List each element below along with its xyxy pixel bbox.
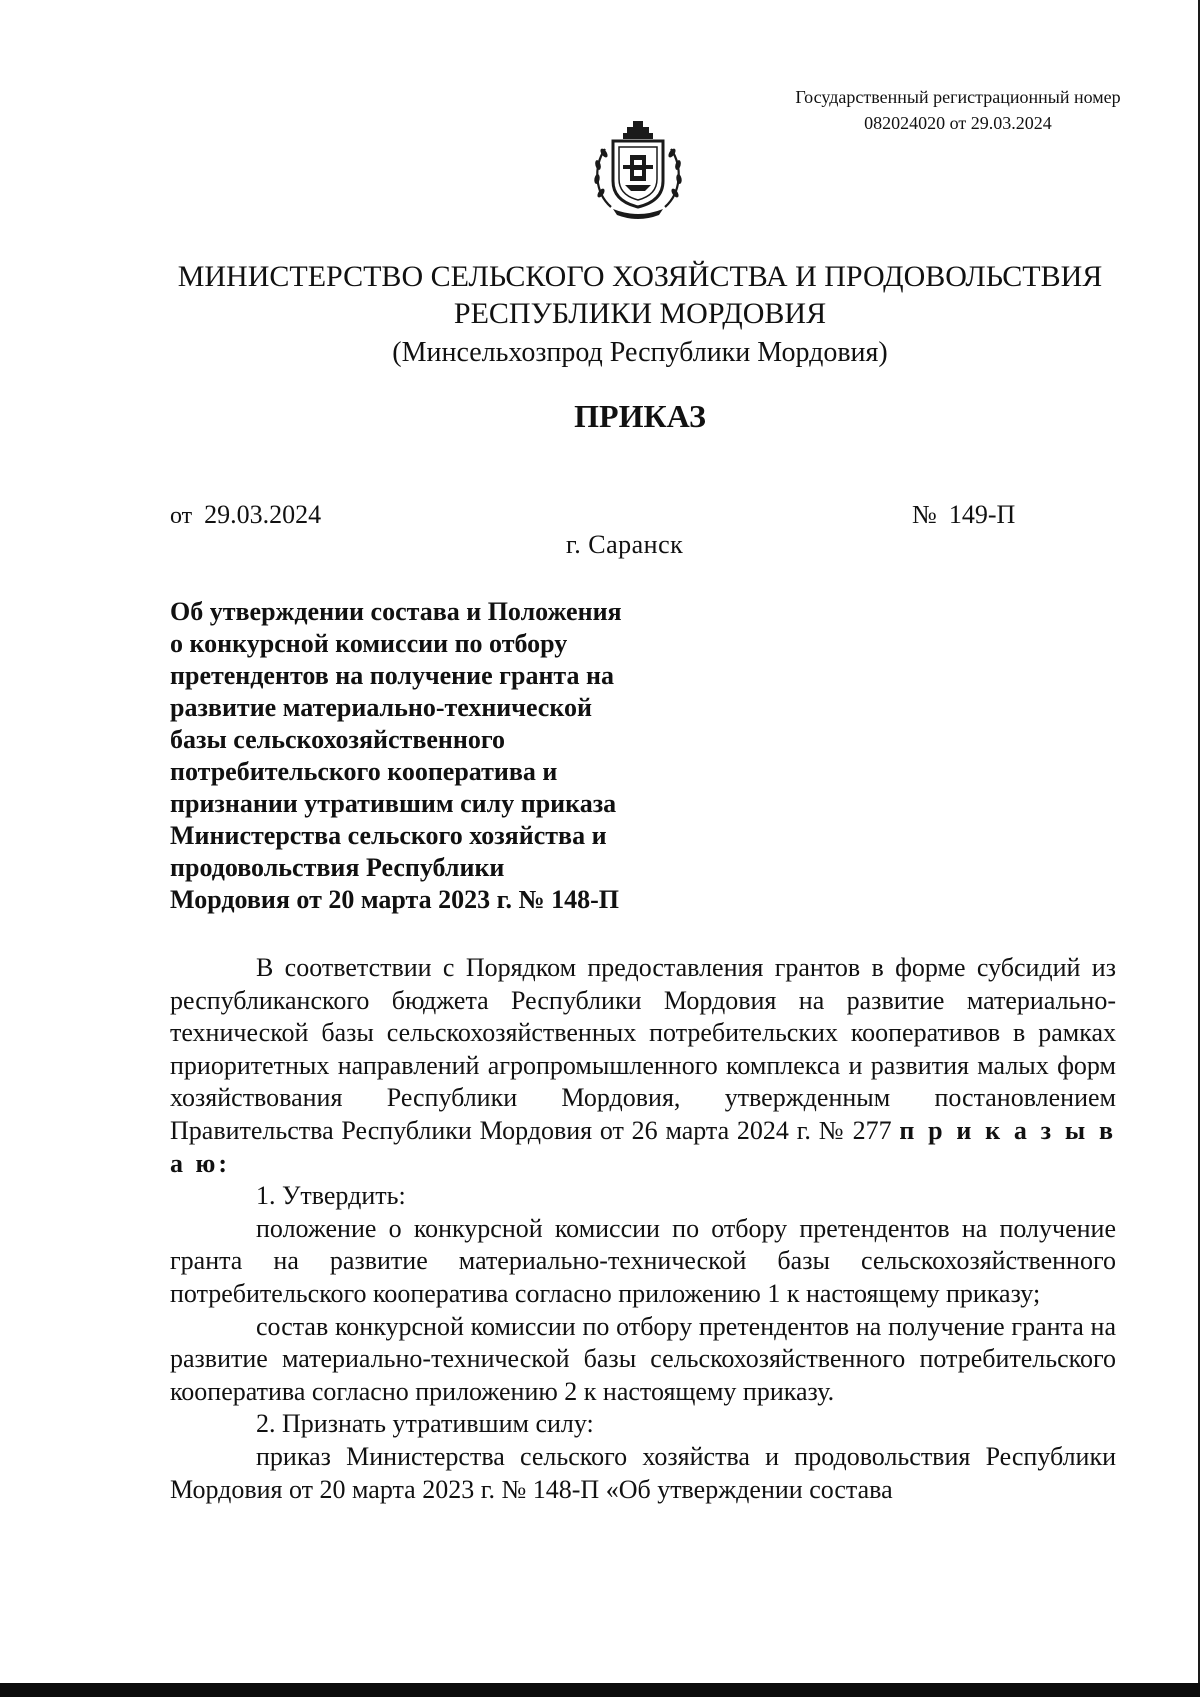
- ministry-short-name: (Минсельхозпрод Республики Мордовия): [392, 337, 888, 368]
- registration-number-label: Государственный регистрационный номер: [795, 87, 1121, 107]
- document-city: г. Саранск: [566, 530, 684, 559]
- order-command: п р и к а з ы в а ю:: [170, 1115, 1116, 1178]
- item-1b-paragraph: состав конкурсной комиссии по отбору претендентов на получение гранта на развитие материально-технической базы сельскохозяйственного потребительского кооператива согласно приложению 2 к настоящему приказу.: [170, 1311, 1116, 1406]
- subject-line: развитие материально-технической: [170, 693, 592, 722]
- registration-number-value: 082024020 от 29.03.2024: [864, 113, 1052, 133]
- scan-bottom-border: [0, 1683, 1200, 1697]
- date-value: 29.03.2024: [204, 500, 322, 529]
- number-prefix: №: [912, 500, 937, 529]
- preamble-text: В соответствии с Порядком предоставления грантов в форме субсидий из республиканского бюджета Республики Мордовия на развитие материально-технической базы сельскохозяйственных потребительских кооперативов в рамках приоритетных направлений агропромышленного комплекса и развития малых форм хозяйствования Республики Мордовия, утвержденным постановлением Правительства Республики Мордовия от 26 марта 2024 г. № 277: [170, 953, 1116, 1145]
- date-prefix: от: [170, 503, 193, 529]
- ministry-name-line2: РЕСПУБЛИКИ МОРДОВИЯ: [453, 297, 827, 330]
- document-body: [170, 952, 1116, 1506]
- registration-number-block: [770, 84, 1146, 136]
- document-subject: [170, 596, 690, 916]
- preamble-paragraph: [170, 952, 1116, 1180]
- number-value: 149-П: [948, 500, 1016, 529]
- item-1a-paragraph: положение о конкурсной комиссии по отбору претендентов на получение гранта на развитие материально-технической базы сельскохозяйственного потребительского кооператива согласно приложению 1 к настоящему приказу;: [170, 1213, 1116, 1308]
- subject-line: продовольствия Республики: [170, 853, 505, 882]
- document-number: [912, 500, 1015, 530]
- subject-line: претендентов на получение гранта на: [170, 661, 614, 690]
- subject-line: Министерства сельского хозяйства и: [170, 821, 607, 850]
- item-2-heading: 2. Признать утратившим силу:: [256, 1409, 594, 1439]
- ministry-name-line1: МИНИСТЕРСТВО СЕЛЬСКОГО ХОЗЯЙСТВА И ПРОДОВОЛЬСТВИЯ: [177, 260, 1103, 293]
- document-type-title: ПРИКАЗ: [574, 398, 706, 434]
- item-2a-paragraph: приказ Министерства сельского хозяйства и продовольствия Республики Мордовия от 20 марта 2023 г. № 148-П «Об утверждении состава: [170, 1441, 1116, 1504]
- subject-line: Мордовия от 20 марта 2023 г. № 148-П: [170, 885, 619, 914]
- document-date: [170, 500, 321, 530]
- subject-line: признании утратившим силу приказа: [170, 789, 617, 818]
- item-1-heading: 1. Утвердить:: [256, 1181, 406, 1211]
- subject-line: о конкурсной комиссии по отбору: [170, 629, 568, 658]
- coat-of-arms-mordovia-icon: [583, 115, 693, 225]
- ministry-header: [140, 258, 1140, 371]
- subject-line: Об утверждении состава и Положения: [170, 597, 622, 626]
- subject-line: базы сельскохозяйственного: [170, 725, 506, 754]
- subject-line: потребительского кооператива и: [170, 757, 558, 786]
